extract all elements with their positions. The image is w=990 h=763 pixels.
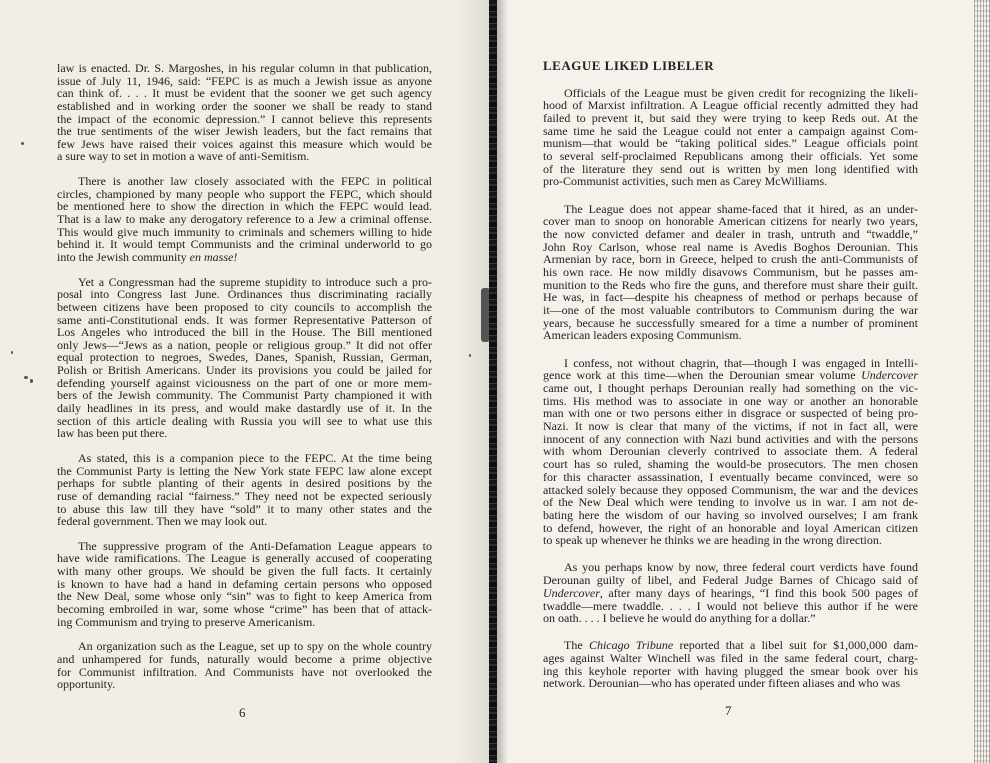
paragraph [57,62,432,163]
left-page [0,0,490,763]
text-line: ages against Walter Winchell was filed in the same federal court, charg- [543,651,918,666]
text-line: ruse of demanding racial “fairness.” They need not be expected seriously [57,488,432,503]
text-line: becoming embroiled in war, some whose “crime” has been that of attack- [57,601,432,616]
text-line: Officials of the League must be given credit for recognizing the likeli- [564,85,918,100]
text-line: Nazi. It now is clear that many of the victims, if not in fact all, were [543,419,918,434]
italic-text: en masse! [189,249,238,264]
text-line: it—one of the most valuable contributors to Communism during the war [543,303,918,318]
text-line: perhaps for subtle planting of their agents in desired positions by the [57,476,432,491]
text-line: Armenian by race, born in Greece, helped to crush the anti-Communists of [543,252,918,267]
text-line: man with one or two persons either in disgrace or suspected of being pro- [543,406,918,421]
paragraph [57,175,432,263]
text-line: to several self-proclaimed Republicans among their officials. Yet some [543,149,918,164]
text-line: few Jews have raised their voices against this measure which would be [57,136,432,151]
page-number: 6 [239,705,246,720]
text-line: ing this keyhole reporter with having plugged the smear book over his [543,663,918,678]
text-segment: The [564,638,589,653]
text-line: An organization such as the League, set up to spy on the whole country [78,639,432,654]
text-line: behind it. It would tempt Communists and the criminal underworld to go [57,237,432,252]
italic-text: Undercover [861,368,918,383]
section-heading: LEAGUE LIKED LIBELER [543,58,715,73]
text-line: the now convicted defamer and dealer in trash, untruth and “twaddle,” [543,226,918,241]
paragraph [57,540,432,628]
text-line: attacked solely because they opposed Communism, the war and the devices [543,482,918,497]
text-line: on oath. . . . I believe he would do anything for a dollar.” [543,611,816,626]
scan-speck [469,354,471,357]
text-line: munism—that would be “taking political sides.” League officials point [543,136,918,151]
text-segment: gence work at this time—when the Derounian smear volume [543,368,862,383]
text-line: Derounan guilty of libel, and Federal Judge Barnes of Chicago said of [543,573,918,588]
text-line: failed to prevent it, but said they were trying to keep Reds out. At the [543,110,918,125]
text-line: the Communist Party is letting the New York state FEPC law alone except [57,463,432,478]
text-line: circles, championed by many people who support the FEPC, which should [57,186,432,201]
text-segment: reported that a libel suit for $1,000,000 dam- [673,638,918,653]
paragraph [543,87,918,189]
text-segment: into the Jewish community [57,249,190,264]
text-line: and unhampered for funds, naturally would become a prime objective [57,651,432,666]
italic-text: Undercover [543,585,600,600]
text-line: That is a law to make any derogatory reference to a Jew a criminal offense. [57,212,432,227]
paragraph [543,203,918,343]
text-line: The suppressive program of the Anti-Defamation League appears to [78,538,432,553]
text-line: Yet a Congressman had the supreme stupidity to introduce such a pro- [78,274,432,289]
text-line: ing Communism and trying to preserve Americanism. [57,614,316,629]
text-line: As stated, this is a companion piece to the FEPC. At the time being [78,450,432,465]
text-line: came out, I thought perhaps Derounian really had something on the vic- [543,381,918,396]
text-line: issue of July 11, 1946, said: “FEPC is as much a Jewish issue as anyone [57,73,432,88]
text-line: bating here the wisdom of our having so involved ourselves; I am frank [543,507,918,522]
text-line: There is another law closely associated with the FEPC in political [78,174,432,189]
text-line: is known to have had a hand in defaming certain persons who opposed [57,576,432,591]
text-line: his own race. He now mildly disavows Communism, but he passes am- [543,265,918,280]
text-line: law is enacted. Dr. S. Margoshes, in his regular column in that publication, [57,61,432,75]
right-page [490,0,990,763]
text-line: I confess, not without chagrin, that—though I was engaged in Intelli- [564,355,918,370]
scan-speck [11,351,13,354]
text-line: only Jews—“Jews as a nation, people or religious group.” It did not offer [57,337,432,352]
text-line: have wide ramifications. The League is generally accused of cooperating [57,551,432,566]
text-line: the impact of the economic depression.” I cannot believe this represents [57,111,432,126]
paragraph [543,561,918,624]
page-body [57,62,432,691]
text-line: twaddle—mere twaddle. . . . I would not believe this author if he were [543,598,918,613]
page-body [543,87,918,691]
text-line: same anti-Constitutional ends. It was former Representative Patterson of [57,312,432,327]
text-line: the New Deal, some whose only “sin” was to fight to keep America from [57,589,432,604]
page-number: 7 [725,703,732,718]
scan-speck [21,142,24,145]
text-line: court has so ruled, shaming the would-be prosecutors. The men chosen [543,457,918,472]
text-line [543,587,918,600]
text-line: established and in working order the sooner we shall be ready to stand [57,98,432,113]
text-line: As you perhaps know by now, three federal court verdicts have found [564,560,918,575]
text-line: pro-Communist activities, such men as Carey McWilliams. [543,174,828,189]
text-line: to speak up whenever he thinks we are heading in the wrong direction. [543,533,882,548]
paragraph [57,640,432,691]
text-line: to abuse this law till they have “sold” it to many other states and the [57,501,432,516]
text-line: of the literature they send out is written by men long identified with [543,161,918,176]
text-line: hood of Marxist infiltration. A League official recently admitted they had [543,98,918,113]
text-line: bers of the Jewish community. The Communist Party championed it with [57,388,432,403]
text-line: with many other groups. We should be given the full facts. It certainly [57,564,432,579]
text-line: years, because he successfully smeared for a time a number of prominent [543,315,918,330]
text-line: American leaders exposing Communism. [543,328,742,343]
text-line: cover man to snoop on honorable American citizens for nearly two years, [543,214,918,229]
text-line: same time he said the League could not enter a campaign against Com- [543,123,918,138]
text-line: Polish or British Americans. Under its provisions you could be jailed for [57,363,432,378]
text-segment: , after many days of hearings, “I find this book 500 pages of [599,585,918,600]
text-line: can think of. . . . It must be evident that the sooner we get such agency [57,86,432,101]
text-line: tims. His method was to associate in one way or another an honorable [543,393,918,408]
text-line: between citizens have been proposed to city councils to accomplish the [57,299,432,314]
text-line: section of this article dealing with Russia you will see to what use this [57,413,432,428]
text-line: He was, in fact—despite his cheapness of method or perhaps because of [543,290,918,305]
text-line: The League does not appear shame-faced that it hired, as an under- [564,201,918,216]
text-line: network. Derounian—who has operated under fifteen aliases and who was [543,676,901,691]
text-line: for Communist infiltration. And Communists have not overlooked the [57,664,432,679]
text-line [57,251,432,264]
text-line: daily headlines in its press, and would make dastardly use of it. In the [57,401,432,416]
text-line: law has been put there. [57,426,168,441]
text-line: be mentioned here to show the direction in which the FEPC would lead. [57,199,432,214]
text-line: of the New Deal which were tending to involve us in war. I am not de- [543,495,918,510]
text-line: federal government. Then we may look out. [57,514,268,529]
text-line: munition to the Reds who fire the guns, and therefore must share their guilt. [543,277,918,292]
text-line: equal protection to negroes, Swedes, Danes, Spanish, Russian, German, [57,350,432,365]
text-line: for this character assassination, I eventually became convinced, were so [543,469,918,484]
text-line: This would give much immunity to criminals and schemers willing to hide [57,224,432,239]
paragraph [543,639,918,690]
paragraph [57,452,432,528]
scan-speck [30,379,33,383]
text-line: John Roy Carlson, whose real name is Avedis Boghos Derounian. This [543,239,918,254]
text-line: to defend, however, the right of an honorable and loyal American citizen [543,520,918,535]
text-line: innocent of any connection with Nazi bund activities and with the persons [543,431,918,446]
text-line: posal into Congress last June. Ordinances thus discriminating racially [57,287,432,302]
text-line: the true sentiments of the wiser Jewish leaders, but the fact remains that [57,124,432,139]
paragraph [543,357,918,547]
text-line: defending yourself against viciousness on the part of one or more mem- [57,375,432,390]
text-line: a sure way to set in motion a wave of anti-Semitism. [57,149,310,164]
text-line: Los Angeles who introduced the bill in the House. The Bill mentioned [57,325,432,340]
paragraph [57,276,432,440]
text-line: with whom Derounian cleverly contrived to associate them. A federal [543,444,918,459]
scan-speck [24,376,28,379]
text-line: opportunity. [57,677,116,692]
italic-text: Chicago Tribune [588,638,674,653]
